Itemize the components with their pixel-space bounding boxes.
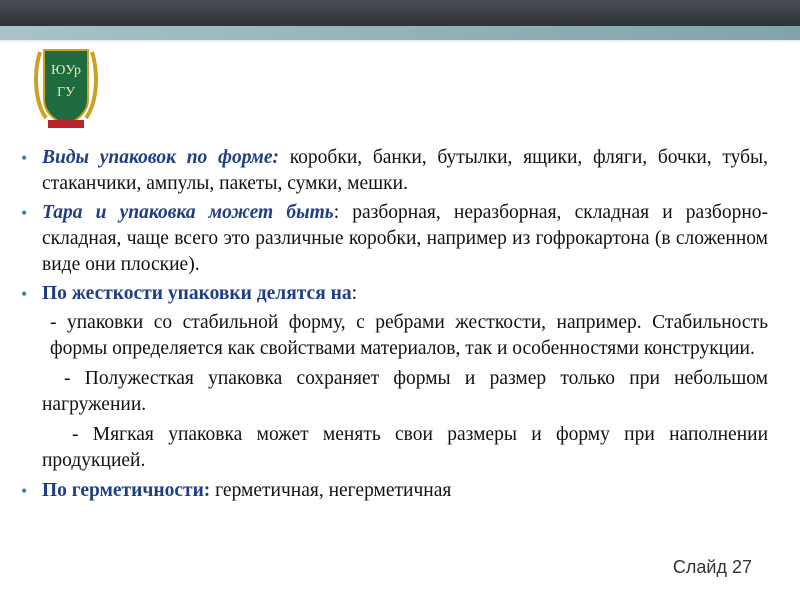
sub-item-text: - упаковки со стабильной форму, с ребрами жесткости, например. Стабильность формы определяется как свойствами материалов, так и особенностями конструкции. bbox=[50, 312, 768, 359]
accent-stripe bbox=[0, 26, 800, 40]
sub-item bbox=[18, 310, 768, 362]
item-lead: Тара и упаковка может быть bbox=[42, 202, 334, 223]
bullet-icon: • bbox=[21, 284, 28, 304]
list-item bbox=[18, 145, 768, 197]
item-lead: По жесткости упаковки делятся на bbox=[42, 283, 352, 304]
sub-item bbox=[18, 422, 768, 474]
bullet-icon: • bbox=[21, 203, 28, 223]
svg-text:ЮУр: ЮУр bbox=[50, 63, 82, 78]
item-text: герметичная, негерметичная bbox=[210, 480, 452, 501]
slide-number: Слайд 27 bbox=[672, 557, 752, 577]
top-bar bbox=[0, 0, 800, 26]
list-item bbox=[18, 200, 768, 278]
item-text: : bbox=[351, 283, 358, 304]
item-text: коробки, банки, бутылки, ящики, фляги, бочки, тубы, стаканчики, ампулы, пакеты, сумки, мешки. bbox=[42, 147, 768, 194]
item-lead: Виды упаковок по форме: bbox=[42, 147, 279, 168]
university-crest-logo bbox=[34, 46, 98, 132]
item-text: : разборная, неразборная, складная и разборно-складная, чаще всего это различные коробки, например из гофрокартона (в сложенном виде они плоские). bbox=[42, 202, 768, 275]
list-item bbox=[18, 478, 768, 504]
bullet-icon: • bbox=[21, 148, 28, 168]
sub-item bbox=[18, 366, 768, 418]
bullet-icon: • bbox=[21, 481, 28, 501]
slide-content bbox=[18, 145, 768, 507]
item-lead: По герметичности: bbox=[42, 480, 211, 501]
sub-item-text: - Мягкая упаковка может менять свои размеры и форму при наполнении продукцией. bbox=[42, 424, 768, 471]
svg-text:ГУ: ГУ bbox=[56, 85, 76, 100]
list-item bbox=[18, 281, 768, 307]
sub-item-text: - Полужесткая упаковка сохраняет формы и размер только при небольшом нагружении. bbox=[42, 368, 768, 415]
